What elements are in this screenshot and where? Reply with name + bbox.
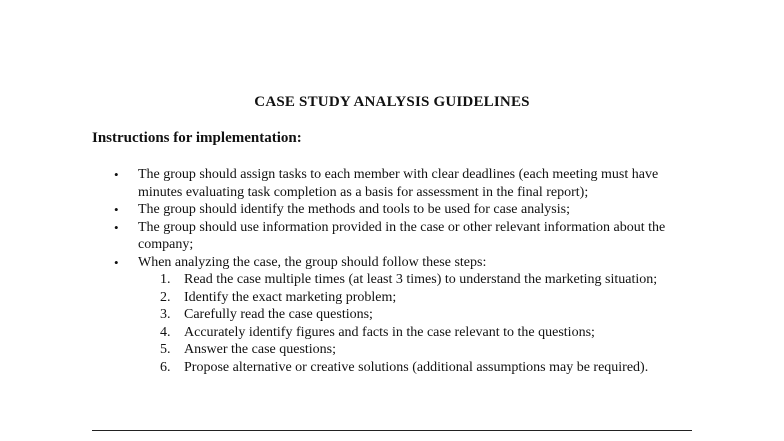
step-text: Propose alternative or creative solutions (additional assumptions may be required). bbox=[184, 359, 649, 375]
step-number: 5. bbox=[160, 342, 171, 357]
bullet-icon: • bbox=[114, 167, 119, 182]
guideline-text: The group should identify the methods and tools to be used for case analysis; bbox=[138, 202, 570, 217]
step-item bbox=[138, 289, 692, 307]
guideline-text: The group should use information provided in the case or other relevant information about the company; bbox=[138, 219, 666, 252]
step-text: Accurately identify figures and facts in the case relevant to the questions; bbox=[184, 324, 595, 340]
step-text: Read the case multiple times (at least 3 times) to understand the marketing situation; bbox=[184, 272, 658, 287]
step-item bbox=[138, 306, 692, 324]
steps-list bbox=[138, 271, 692, 376]
guideline-item bbox=[92, 166, 692, 201]
step-number: 4. bbox=[160, 324, 171, 340]
step-item bbox=[138, 359, 692, 377]
guidelines-list bbox=[92, 166, 692, 376]
section-heading: Instructions for implementation: bbox=[92, 130, 302, 146]
step-text: Carefully read the case questions; bbox=[184, 307, 373, 322]
bullet-icon: • bbox=[114, 254, 119, 270]
document-title: CASE STUDY ANALYSIS GUIDELINES bbox=[254, 94, 530, 110]
step-number: 1. bbox=[160, 272, 171, 287]
step-item bbox=[138, 341, 692, 359]
step-number: 6. bbox=[160, 359, 171, 375]
step-text: Answer the case questions; bbox=[184, 342, 337, 357]
guideline-text: When analyzing the case, the group should follow these steps: bbox=[138, 254, 487, 270]
step-item bbox=[138, 271, 692, 289]
guideline-text: The group should assign tasks to each member with clear deadlines (each meeting must have minutes evaluating task completion as a basis for assessment in the final report); bbox=[138, 167, 659, 200]
guideline-item bbox=[92, 219, 692, 254]
bullet-icon: • bbox=[114, 219, 119, 235]
horizontal-divider bbox=[92, 430, 692, 431]
step-text: Identify the exact marketing problem; bbox=[184, 289, 397, 305]
step-number: 2. bbox=[160, 289, 171, 305]
guideline-item bbox=[92, 254, 692, 377]
step-number: 3. bbox=[160, 307, 171, 322]
step-item bbox=[138, 324, 692, 342]
guideline-item bbox=[92, 201, 692, 219]
bullet-icon: • bbox=[114, 202, 119, 217]
